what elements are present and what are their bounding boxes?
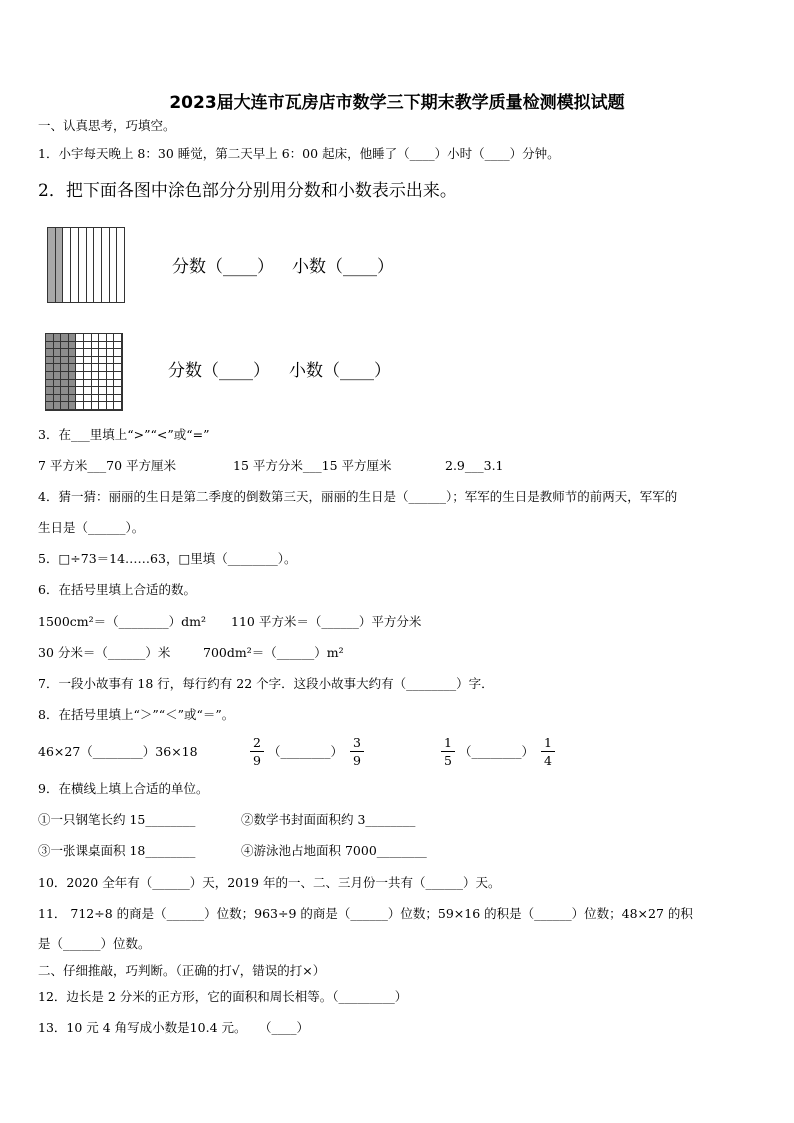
grid-cell — [46, 364, 54, 372]
grid-cell — [69, 334, 77, 342]
grid-cell — [107, 349, 115, 357]
grid-cell — [114, 334, 122, 342]
grid-cell — [61, 402, 69, 410]
grid-cell — [107, 380, 115, 388]
grid-cell — [46, 402, 54, 410]
q6-item-1: 1500cm²＝（________）dm² — [38, 614, 207, 629]
grid-cell — [114, 387, 122, 395]
q8-fraction-1-4: 1 4 — [541, 735, 555, 768]
grid-cell — [46, 387, 54, 395]
grid-cell — [69, 342, 77, 350]
grid-cell — [76, 402, 84, 410]
grid-cell — [84, 380, 92, 388]
question-5: 5．□÷73＝14……63，□里填（________）。 — [38, 551, 297, 566]
grid-cell — [84, 372, 92, 380]
q9-item-4: ④游泳池占地面积 7000________ — [241, 843, 427, 858]
grid-cell — [54, 364, 62, 372]
question-4-line-2: 生日是（______）。 — [38, 520, 145, 535]
grid-cell — [61, 357, 69, 365]
grid-cell — [92, 342, 100, 350]
grid-cell — [76, 334, 84, 342]
grid-cell — [69, 372, 77, 380]
grid-cell — [84, 334, 92, 342]
grid-cell — [114, 402, 122, 410]
grid-cell — [46, 334, 54, 342]
q8-item-1: 46×27（________）36×18 — [38, 744, 198, 759]
grid-cell — [54, 349, 62, 357]
section-heading-fill-in: 一、认真思考，巧填空。 — [38, 118, 176, 133]
question-9: 9．在横线上填上合适的单位。 — [38, 781, 209, 796]
grid-cell — [107, 387, 115, 395]
fig2-decimal-field: 小数（____） — [289, 361, 391, 381]
q9-item-2: ②数学书封面面积约 3________ — [241, 812, 416, 827]
grid-cell — [107, 334, 115, 342]
grid-cell — [107, 357, 115, 365]
grid-cell — [84, 349, 92, 357]
grid-cell — [76, 342, 84, 350]
grid-cell — [69, 357, 77, 365]
grid-cell — [99, 402, 107, 410]
grid-cell — [107, 395, 115, 403]
page-title: 2023届大连市瓦房店市数学三下期末教学质量检测模拟试题 — [169, 93, 625, 113]
grid-cell — [99, 372, 107, 380]
grid-cell — [54, 402, 62, 410]
grid-cell — [92, 395, 100, 403]
grid-cell — [54, 334, 62, 342]
question-13: 13．10 元 4 角写成小数是10.4 元。 （____） — [38, 1020, 309, 1035]
question-11-line-2: 是（______）位数。 — [38, 936, 151, 951]
grid-cell — [61, 364, 69, 372]
q8-fraction-2-9: 2 9 — [250, 735, 264, 768]
grid-cell — [99, 364, 107, 372]
q9-item-3: ③一张课桌面积 18________ — [38, 843, 196, 858]
question-1: 1．小宇每天晚上 8：30 睡觉，第二天早上 6：00 起床，他睡了（____）小时（____）分钟。 — [38, 146, 560, 161]
tenths-figure — [47, 227, 125, 303]
grid-cell — [114, 364, 122, 372]
grid-cell — [69, 364, 77, 372]
grid-cell — [114, 372, 122, 380]
grid-cell — [61, 349, 69, 357]
fig1-fraction-field: 分数（____） — [172, 257, 274, 277]
grid-cell — [84, 395, 92, 403]
grid-cell — [99, 334, 107, 342]
q3-item-2: 15 平方分米___15 平方厘米 — [233, 458, 392, 473]
grid-cell — [54, 357, 62, 365]
grid-cell — [84, 402, 92, 410]
grid-cell — [92, 364, 100, 372]
grid-cell — [76, 387, 84, 395]
grid-cell — [54, 342, 62, 350]
grid-cell — [46, 395, 54, 403]
question-8: 8．在括号里填上“＞”“＜”或“＝”。 — [38, 707, 235, 722]
grid-cell — [46, 349, 54, 357]
grid-cell — [92, 357, 100, 365]
grid-cell — [76, 364, 84, 372]
grid-cell — [61, 387, 69, 395]
q8-blank-3: （________） — [459, 744, 535, 759]
grid-cell — [114, 380, 122, 388]
grid-cell — [61, 395, 69, 403]
grid-cell — [84, 342, 92, 350]
grid-cell — [99, 349, 107, 357]
grid-cell — [69, 380, 77, 388]
grid-cell — [114, 395, 122, 403]
grid-cell — [107, 364, 115, 372]
grid-cell — [99, 395, 107, 403]
grid-cell — [61, 372, 69, 380]
grid-cell — [69, 395, 77, 403]
question-4-line-1: 4．猜一猜：丽丽的生日是第二季度的倒数第三天，丽丽的生日是（______）；军军的生日是教师节的前两天，军军的 — [38, 489, 678, 504]
grid-cell — [76, 372, 84, 380]
section-heading-judge: 二、仔细推敲，巧判断。（正确的打√，错误的打×） — [38, 963, 326, 978]
grid-cell — [76, 380, 84, 388]
grid-cell — [99, 380, 107, 388]
grid-cell — [84, 387, 92, 395]
grid-cell — [84, 364, 92, 372]
grid-cell — [114, 357, 122, 365]
grid-cell — [76, 395, 84, 403]
grid-cell — [54, 387, 62, 395]
q6-item-2: 110 平方米＝（______）平方分米 — [231, 614, 422, 629]
fig1-decimal-field: 小数（____） — [292, 257, 394, 277]
grid-cell — [92, 334, 100, 342]
grid-cell — [114, 349, 122, 357]
grid-cell — [46, 380, 54, 388]
question-3: 3．在___里填上“>”“<”或“=” — [38, 427, 210, 442]
grid-cell — [99, 387, 107, 395]
grid-cell — [92, 349, 100, 357]
q8-blank-2: （________） — [268, 744, 344, 759]
grid-cell — [46, 372, 54, 380]
q3-item-1: 7 平方米___70 平方厘米 — [38, 458, 177, 473]
grid-cell — [69, 402, 77, 410]
fig2-fraction-field: 分数（____） — [168, 361, 270, 381]
grid-cell — [84, 357, 92, 365]
question-7: 7．一段小故事有 18 行，每行约有 22 个字．这段小故事大约有（________）字． — [38, 676, 494, 691]
q8-fraction-3-9: 3 9 — [350, 735, 364, 768]
grid-cell — [61, 334, 69, 342]
question-12: 12．边长是 2 分米的正方形，它的面积和周长相等。（_________） — [38, 989, 408, 1004]
grid-cell — [46, 342, 54, 350]
question-11-line-1: 11． 712÷8 的商是（______）位数；963÷9 的商是（______）位数；59×16 的积是（______）位数；48×27 的积 — [38, 906, 693, 921]
grid-cell — [92, 372, 100, 380]
q6-item-3: 30 分米＝（______）米 — [38, 645, 171, 660]
hundreds-grid-figure — [45, 333, 123, 411]
grid-cell — [107, 402, 115, 410]
grid-cell — [92, 387, 100, 395]
grid-cell — [69, 387, 77, 395]
grid-cell — [92, 402, 100, 410]
grid-cell — [69, 349, 77, 357]
grid-cell — [61, 380, 69, 388]
grid-cell — [99, 357, 107, 365]
grid-cell — [92, 380, 100, 388]
grid-cell — [107, 372, 115, 380]
grid-cell — [76, 349, 84, 357]
q8-fraction-1-5: 1 5 — [441, 735, 455, 768]
question-2: 2．把下面各图中涂色部分分别用分数和小数表示出来。 — [38, 181, 457, 201]
grid-cell — [54, 380, 62, 388]
grid-cell — [54, 395, 62, 403]
question-10: 10．2020 全年有（______）天，2019 年的一、二、三月份一共有（______）天。 — [38, 875, 501, 890]
grid-cell — [61, 342, 69, 350]
grid-cell — [76, 357, 84, 365]
grid-cell — [114, 342, 122, 350]
q9-item-1: ①一只钢笔长约 15________ — [38, 812, 196, 827]
question-6: 6．在括号里填上合适的数。 — [38, 582, 196, 597]
grid-cell — [54, 372, 62, 380]
grid-cell — [99, 342, 107, 350]
q6-item-4: 700dm²＝（______）m² — [203, 645, 344, 660]
grid-cell — [46, 357, 54, 365]
q3-item-3: 2.9___3.1 — [445, 458, 504, 473]
grid-cell — [107, 342, 115, 350]
